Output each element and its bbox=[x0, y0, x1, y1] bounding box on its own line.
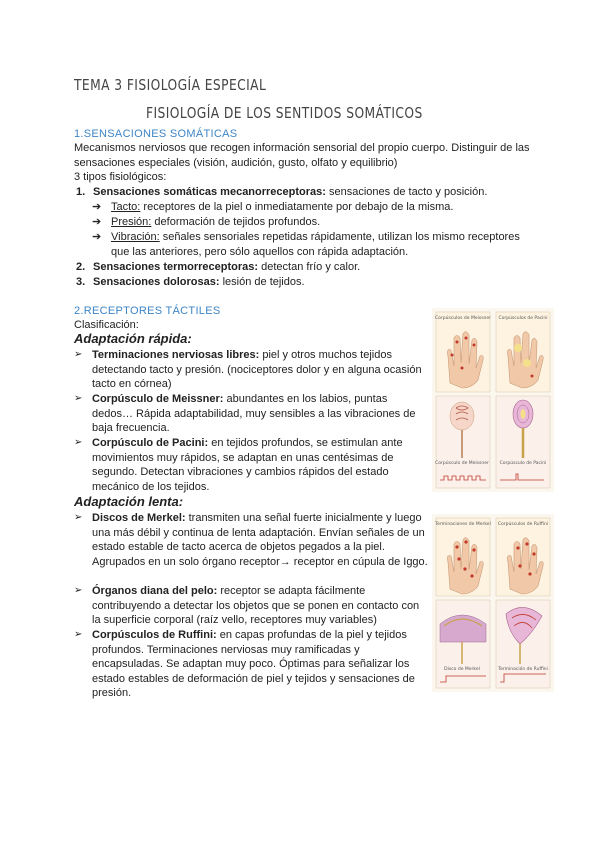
arrow-icon: ➔ bbox=[92, 231, 102, 243]
item-number: 1. bbox=[76, 186, 86, 198]
figure-label: Corpúsculos de Meissner bbox=[434, 316, 492, 321]
figure-label: Disco de Merkel bbox=[444, 667, 480, 672]
item-term: Corpúsculos de Ruffini: bbox=[92, 629, 217, 641]
bullet-icon: ➢ bbox=[74, 629, 83, 640]
item-text: señales sensoriales repetidas rápidamente, utilizan los mismo receptores que las anteriores, pero sólo aquellos con rápida adaptación. bbox=[111, 231, 520, 258]
lenta-heading: Adaptación lenta: bbox=[74, 494, 184, 509]
item-text: deformación de tejidos profundos. bbox=[151, 216, 321, 228]
section1-intro: Mecanismos nerviosos que recogen información sensorial del propio cuerpo. Distinguir de las sensaciones especiales (visión, audición, gusto, olfato y equilibrio) bbox=[74, 142, 530, 169]
item-term: Sensaciones dolorosas: bbox=[93, 276, 220, 288]
figure-label: Terminación de Ruffini bbox=[498, 667, 548, 672]
bullet-icon: ➢ bbox=[74, 437, 83, 448]
item-term: Tacto: bbox=[111, 201, 141, 213]
item-term: Presión: bbox=[111, 216, 152, 228]
slow-receptors-figure bbox=[432, 514, 554, 692]
clasificacion-label: Clasificación: bbox=[74, 319, 139, 331]
item-term: Discos de Merkel: bbox=[92, 512, 186, 524]
item-term: Vibración: bbox=[111, 231, 160, 243]
item-text: sensaciones de tacto y posición. bbox=[325, 186, 488, 198]
bullet-icon: ➢ bbox=[74, 349, 83, 360]
arrow-icon: ➔ bbox=[92, 216, 102, 228]
item-term: Sensaciones termorreceptoras: bbox=[93, 261, 259, 273]
section2-heading: 2.RECEPTORES TÁCTILES bbox=[74, 305, 221, 317]
item-text: transmiten una señal fuerte inicialmente y luego una más débil y continua de lenta adaptación. Envían señales de un estado estable de tacto acerca de objetos pegados a la piel. Agrupados en un solo órgano receptor→ receptor en cúpula de Iggo. bbox=[92, 512, 428, 568]
item-term: Terminaciones nerviosas libres: bbox=[92, 349, 260, 361]
figure-label: Corpúsculos de Ruffini bbox=[497, 522, 549, 527]
types-label: 3 tipos fisiológicos: bbox=[74, 171, 167, 183]
item-text: receptores de la piel o inmediatamente por debajo de la misma. bbox=[140, 201, 454, 213]
item-number: 3. bbox=[76, 276, 86, 288]
item-text: receptor se adapta fácilmente contribuyendo a detectar los objetos que se ponen en contacto con la superficie corporal (raíz vello, receptores muy variables) bbox=[92, 585, 420, 626]
page-title: TEMA 3 FISIOLOGÍA ESPECIAL bbox=[74, 76, 267, 94]
bullet-icon: ➢ bbox=[74, 585, 83, 596]
figure-label: Corpúsculo de Pacini bbox=[499, 461, 547, 466]
item-term: Corpúsculo de Pacini: bbox=[92, 437, 209, 449]
item-text: piel y otros muchos tejidos detectando tacto y presión. (nociceptores dolor y en alguna ocasión tacto en córnea) bbox=[92, 349, 422, 390]
figure-label: Terminaciones de Merkel bbox=[435, 522, 491, 527]
bullet-icon: ➢ bbox=[74, 512, 83, 523]
item-text: en tejidos profundos, se estimulan ante movimientos muy rápidos, se adaptan en unas centésimas de segundo. Detectan vibraciones y cambios rápidos del estado mecánico de los tejidos. bbox=[92, 437, 403, 493]
rapida-heading: Adaptación rápida: bbox=[74, 331, 192, 346]
rapid-receptors-figure bbox=[432, 308, 554, 492]
arrow-icon: ➔ bbox=[92, 201, 102, 213]
item-term: Corpúsculo de Meissner: bbox=[92, 393, 224, 405]
item-text: detectan frío y calor. bbox=[258, 261, 361, 273]
item-number: 2. bbox=[76, 261, 86, 273]
item-term: Sensaciones somáticas mecanorreceptoras: bbox=[93, 186, 326, 198]
item-text: en capas profundas de la piel y tejidos profundos. Terminaciones nerviosas muy ramificadas y encapsuladas. Se adaptan muy poco. Óptimas para señalizar los estado estables de deformación de piel y tejidos y sensaciones de presión. bbox=[92, 629, 415, 699]
item-term: Órganos diana del pelo: bbox=[92, 585, 218, 597]
figure-label: Corpúsculos de Pacini bbox=[498, 316, 548, 321]
figure-label: Corpúsculo de Meissner bbox=[435, 461, 489, 466]
section1-heading: 1.SENSACIONES SOMÁTICAS bbox=[74, 128, 238, 140]
bullet-icon: ➢ bbox=[74, 393, 83, 404]
item-text: lesión de tejidos. bbox=[219, 276, 305, 288]
item-text: abundantes en los labios, puntas dedos… Rápida adaptabilidad, muy sensibles a las vibraciones de baja frecuencia. bbox=[92, 393, 416, 434]
page-subtitle: FISIOLOGÍA DE LOS SENTIDOS SOMÁTICOS bbox=[146, 104, 423, 122]
